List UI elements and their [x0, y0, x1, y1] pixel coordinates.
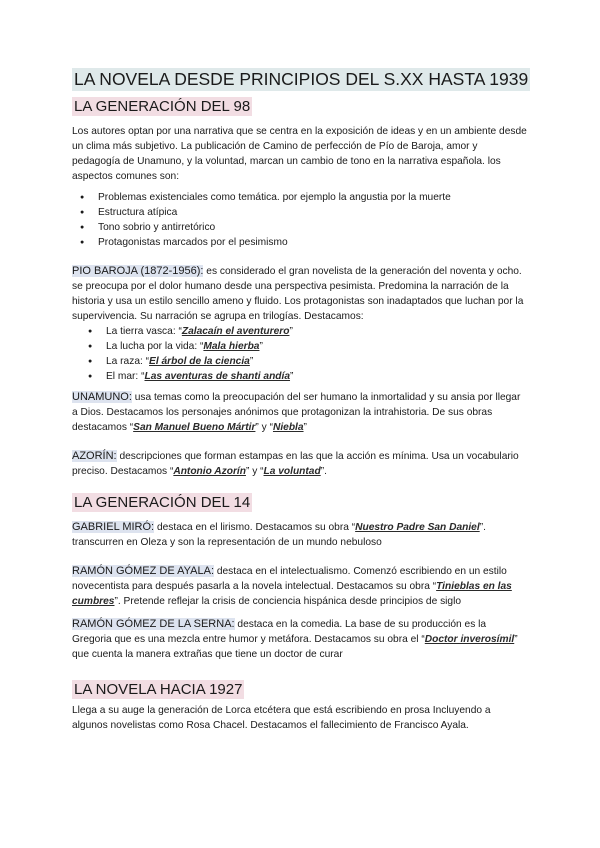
quote-close: ” [249, 356, 254, 367]
document-page [72, 68, 528, 733]
author-name-ayala: RAMÓN GÓMEZ DE AYALA: [72, 565, 215, 577]
gen98-intro: Los autores optan por una narrativa que se centra en la exposición de ideas y en un ambiente desde un clima más subjetivo. La publicación de Camino de perfección de Pío de Baroja, amor y pedagogía de Unamuno, y la voluntad, marcan un cambio de tono en la narrativa española. los aspectos comunes son: [72, 126, 527, 182]
author-name-miro: GABRIEL MIRÓ: [72, 521, 155, 533]
list-item [106, 324, 528, 339]
section-heading-gen98: LA GENERACIÓN DEL 98 [74, 98, 251, 115]
work-title: Doctor inverosímil [424, 634, 515, 645]
serna-text-end: ” que cuenta la manera extrañas que tiene un doctor de curar [72, 634, 518, 660]
section-nov27 [72, 680, 528, 733]
author-name-baroja: PIO BAROJA (1872-1956): [72, 265, 204, 277]
list-item: ● Problemas existenciales como temática. por ejemplo la angustia por la muerte [98, 190, 528, 205]
aspects-list [72, 190, 528, 250]
work-title: Nuestro Padre San Daniel [355, 522, 480, 533]
list-item [106, 339, 528, 354]
work-title: La voluntad [263, 466, 321, 477]
author-name-serna: RAMÓN GÓMEZ DE LA SERNA: [72, 618, 235, 630]
list-item: ● Tono sobrio y antirretórico [98, 220, 528, 235]
unamuno-text: usa temas como la preocupación del ser humano la inmortalidad y su ansia por llegar a Dios. Destacamos los personajes anónimos que protagonizan la intrahistoria. De sus obras destacamos “ [72, 392, 521, 433]
azorin-text: descripciones que forman estampas en las que la acción es mínima. Usa un vocabulario preciso. Destacamos “ [72, 451, 519, 477]
serna-paragraph [72, 617, 528, 662]
work-category: La tierra vasca: “ [106, 326, 182, 337]
work-title: El árbol de la ciencia [149, 356, 250, 367]
quote-sep: ” y “ [245, 466, 264, 477]
quote-close: ” [290, 371, 294, 382]
work-title: Antonio Azorín [173, 466, 246, 477]
miro-text-end: ”. transcurren en Oleza y son la representación de un mundo nebuloso [72, 522, 486, 548]
section-heading-nov27: LA NOVELA HACIA 1927 [74, 681, 243, 698]
list-item: ● Protagonistas marcados por el pesimismo [98, 235, 528, 250]
baroja-works-list [72, 324, 528, 384]
ayala-text-end: ”. Pretende reflejar la crisis de conciencia hispánica desde principios de siglo [114, 596, 462, 607]
author-name-unamuno: UNAMUNO: [72, 391, 132, 403]
ayala-paragraph [72, 564, 528, 609]
section-heading-gen14: LA GENERACIÓN DEL 14 [74, 494, 251, 511]
work-title: San Manuel Bueno Mártir [133, 422, 256, 433]
quote-sep: ” y “ [255, 422, 273, 433]
section-gen98 [72, 97, 528, 479]
work-title: Tinieblas en las cumbres [72, 581, 512, 607]
nov27-paragraph: Llega a su auge la generación de Lorca etcétera que está escribiendo en prosa Incluyendo a algunos novelistas como Rosa Chacel. Destacamos el fallecimiento de Francisco Ayala. [72, 705, 491, 731]
quote-close: ” [259, 341, 263, 352]
list-item [106, 354, 528, 369]
author-name-azorin: AZORÍN: [72, 450, 117, 462]
work-title: Mala hierba [203, 341, 260, 352]
baroja-paragraph [72, 264, 528, 324]
serna-text: destaca en la comedia. La base de su producción es la Gregoria que es una mezcla entre humor y metáfora. Destacamos su obra el “ [72, 619, 487, 645]
list-item: ● Estructura atípica [98, 205, 528, 220]
quote-close: ” [289, 326, 293, 337]
document-title: LA NOVELA DESDE PRINCIPIOS DEL S.XX HASTA 1939 [74, 69, 529, 89]
ayala-text: destaca en el intelectualismo. Comenzó escribiendo en un estilo novecentista para después pasarla a la novela intelectual. Destacamos su obra “ [72, 566, 507, 592]
miro-text: destaca en el lirismo. Destacamos su obra “ [154, 522, 356, 533]
work-category: La lucha por la vida: “ [106, 341, 204, 352]
azorin-paragraph [72, 449, 528, 479]
work-title: Niebla [272, 422, 304, 433]
miro-paragraph [72, 520, 528, 550]
unamuno-paragraph [72, 390, 528, 435]
list-item [106, 369, 528, 384]
baroja-text: es considerado el gran novelista de la generación del noventa y ocho. se preocupa por el dolor humano desde una perspectiva pesimista. Predomina la narración de la historia y usa un estilo sencillo ameno y fluido. Los protagonistas son inadaptados que luchan por la supervivencia. Su narración se agrupa en trilogías. Destacamos: [72, 266, 524, 322]
quote-close: ” [303, 422, 307, 433]
work-title: Zalacaín el aventurero [181, 326, 290, 337]
work-title: Las aventuras de shanti andía [144, 371, 291, 382]
quote-close: ”. [320, 466, 327, 477]
section-gen14 [72, 493, 528, 662]
work-category: El mar: “ [106, 371, 145, 382]
work-category: La raza: “ [106, 356, 150, 367]
